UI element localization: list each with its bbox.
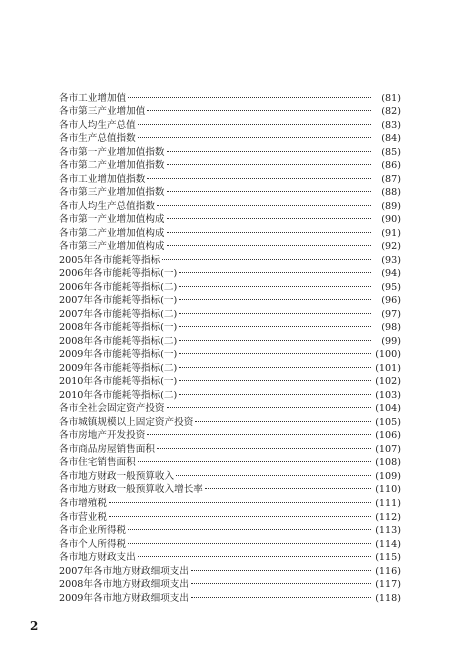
toc-entry-title: 各市营业税 xyxy=(59,511,107,523)
toc-entry-title: 各市增殖税 xyxy=(59,497,107,509)
toc-entry-page: (95) xyxy=(381,281,401,293)
toc-entry-title: 2007年各市能耗等指标(一) xyxy=(59,295,178,307)
toc-dot-leader xyxy=(179,276,371,290)
toc-dot-leader xyxy=(109,492,371,506)
toc-entry[interactable] xyxy=(59,87,401,104)
toc-entry-title: 各市个人所得税 xyxy=(59,538,127,550)
toc-dot-leader xyxy=(128,87,371,101)
toc-entry[interactable] xyxy=(59,520,401,537)
toc-dot-leader xyxy=(167,155,371,169)
toc-dot-leader xyxy=(109,506,371,520)
toc-entry-title: 各市第三产业增加值指数 xyxy=(59,187,165,199)
toc-entry-page: (115) xyxy=(375,552,401,564)
toc-entry-page: (85) xyxy=(381,146,401,158)
toc-dot-leader xyxy=(205,479,371,493)
toc-entry-page: (92) xyxy=(381,241,401,253)
toc-dot-leader xyxy=(162,249,371,263)
toc-dot-leader xyxy=(179,303,371,317)
toc-entry-title: 各市第三产业增加值 xyxy=(59,106,146,118)
toc-dot-leader xyxy=(157,195,371,209)
toc-dot-leader xyxy=(167,236,371,250)
toc-entry-title: 各市第三产业增加值构成 xyxy=(59,241,165,253)
toc-entry-page: (105) xyxy=(375,416,401,428)
toc-entry-title: 各市全社会固定资产投资 xyxy=(59,403,165,415)
toc-entry-title: 各市地方财政支出 xyxy=(59,552,136,564)
toc-dot-leader xyxy=(128,520,371,534)
toc-entry-title: 2007年各市能耗等指标(二) xyxy=(59,308,178,320)
toc-entry-page: (106) xyxy=(375,430,401,442)
toc-entry-title: 2009年各市地方财政细项支出 xyxy=(59,592,189,604)
toc-entry-page: (103) xyxy=(375,389,401,401)
toc-entry-title: 各市第一产业增加值指数 xyxy=(59,146,165,158)
toc-entry-page: (113) xyxy=(375,525,401,537)
toc-entry-title: 2009年各市能耗等指标(二) xyxy=(59,362,178,374)
toc-dot-leader xyxy=(138,128,371,142)
toc-dot-leader xyxy=(179,344,371,358)
toc-entry-title: 各市第二产业增加值指数 xyxy=(59,160,165,172)
toc-entry-page: (94) xyxy=(381,268,401,280)
toc-entry-title: 2008年各市能耗等指标(二) xyxy=(59,335,178,347)
toc-entry-title: 各市工业增加值 xyxy=(59,92,127,104)
toc-dot-leader xyxy=(179,330,371,344)
toc-entry-title: 2006年各市能耗等指标(一) xyxy=(59,268,178,280)
toc-entry-title: 各市地方财政一般预算收入 xyxy=(59,470,175,482)
toc-entry-page: (87) xyxy=(381,173,401,185)
toc-entry-page: (88) xyxy=(381,187,401,199)
toc-entry-page: (99) xyxy=(381,335,401,347)
toc-entry-title: 各市人均生产总值 xyxy=(59,119,136,131)
toc-dot-leader xyxy=(191,587,371,601)
toc-entry-page: (97) xyxy=(381,308,401,320)
toc-entry-page: (118) xyxy=(375,592,401,604)
toc-entry-page: (100) xyxy=(375,349,401,361)
toc-dot-leader xyxy=(179,317,371,331)
toc-entry-page: (91) xyxy=(381,227,401,239)
toc-dot-leader xyxy=(138,547,371,561)
toc-entry[interactable] xyxy=(59,506,401,523)
toc-entry-title: 各市住宅销售面积 xyxy=(59,457,136,469)
toc-dot-leader xyxy=(157,438,371,452)
toc-entry-title: 各市地方财政一般预算收入增长率 xyxy=(59,484,203,496)
toc-entry-title: 各市企业所得税 xyxy=(59,525,127,537)
toc-entry-page: (86) xyxy=(381,160,401,172)
toc-entry-title: 2008年各市能耗等指标(一) xyxy=(59,322,178,334)
toc-entry-title: 2008年各市地方财政细项支出 xyxy=(59,579,189,591)
toc-dot-leader xyxy=(179,357,371,371)
toc-entry-title: 各市房地产开发投资 xyxy=(59,430,146,442)
toc-entry-page: (96) xyxy=(381,295,401,307)
toc-entry-page: (98) xyxy=(381,322,401,334)
toc-entry-page: (110) xyxy=(375,484,401,496)
toc-entry-page: (89) xyxy=(381,200,401,212)
toc-entry-title: 各市第二产业增加值构成 xyxy=(59,227,165,239)
toc-entry-page: (108) xyxy=(375,457,401,469)
toc-entry-page: (104) xyxy=(375,403,401,415)
toc-entry-page: (81) xyxy=(381,92,401,104)
toc-entry-title: 2005年各市能耗等指标 xyxy=(59,254,161,266)
toc-dot-leader xyxy=(147,168,371,182)
toc-dot-leader xyxy=(147,425,371,439)
toc-entry-page: (109) xyxy=(375,470,401,482)
toc-dot-leader xyxy=(167,209,371,223)
toc-dot-leader xyxy=(191,560,371,574)
toc-dot-leader xyxy=(179,263,371,277)
page-number: 2 xyxy=(30,619,39,633)
toc-entry-title: 各市商品房屋销售面积 xyxy=(59,443,155,455)
toc-dot-leader xyxy=(147,101,371,115)
toc-entry-page: (83) xyxy=(381,119,401,131)
toc-entry-page: (114) xyxy=(375,538,401,550)
toc-entry-title: 2009年各市能耗等指标(一) xyxy=(59,349,178,361)
toc-dot-leader xyxy=(195,411,371,425)
toc-dot-leader xyxy=(179,290,371,304)
toc-dot-leader xyxy=(138,452,371,466)
toc-dot-leader xyxy=(176,465,371,479)
toc-entry-page: (93) xyxy=(381,254,401,266)
toc-entry-title: 2007年各市地方财政细项支出 xyxy=(59,565,189,577)
toc-entry-page: (117) xyxy=(375,579,401,591)
toc-entry-page: (102) xyxy=(375,376,401,388)
toc-entry-page: (107) xyxy=(375,443,401,455)
toc-entry-page: (90) xyxy=(381,214,401,226)
toc-dot-leader xyxy=(167,398,371,412)
toc-dot-leader xyxy=(191,574,371,588)
toc-dot-leader xyxy=(167,182,371,196)
toc-entry-title: 各市第一产业增加值构成 xyxy=(59,214,165,226)
toc-entry-title: 2006年各市能耗等指标(二) xyxy=(59,281,178,293)
toc-entry-title: 各市工业增加值指数 xyxy=(59,173,146,185)
toc-entry-page: (84) xyxy=(381,133,401,145)
toc-dot-leader xyxy=(167,222,371,236)
toc-dot-leader xyxy=(128,533,371,547)
toc-entry[interactable] xyxy=(59,492,401,509)
toc-dot-leader xyxy=(167,141,371,155)
toc-entry-page: (116) xyxy=(375,565,401,577)
toc-entry-title: 2010年各市能耗等指标(二) xyxy=(59,389,178,401)
table-of-contents xyxy=(59,87,401,604)
toc-entry-title: 各市生产总值指数 xyxy=(59,133,136,145)
toc-dot-leader xyxy=(138,114,371,128)
toc-entry-page: (101) xyxy=(375,362,401,374)
toc-dot-leader xyxy=(179,384,371,398)
toc-dot-leader xyxy=(179,371,371,385)
toc-entry-title: 各市人均生产总值指数 xyxy=(59,200,155,212)
toc-entry-page: (112) xyxy=(375,511,401,523)
toc-entry-page: (111) xyxy=(375,497,401,509)
toc-entry-page: (82) xyxy=(381,106,401,118)
toc-entry-title: 2010年各市能耗等指标(一) xyxy=(59,376,178,388)
toc-entry-title: 各市城镇规模以上固定资产投资 xyxy=(59,416,194,428)
